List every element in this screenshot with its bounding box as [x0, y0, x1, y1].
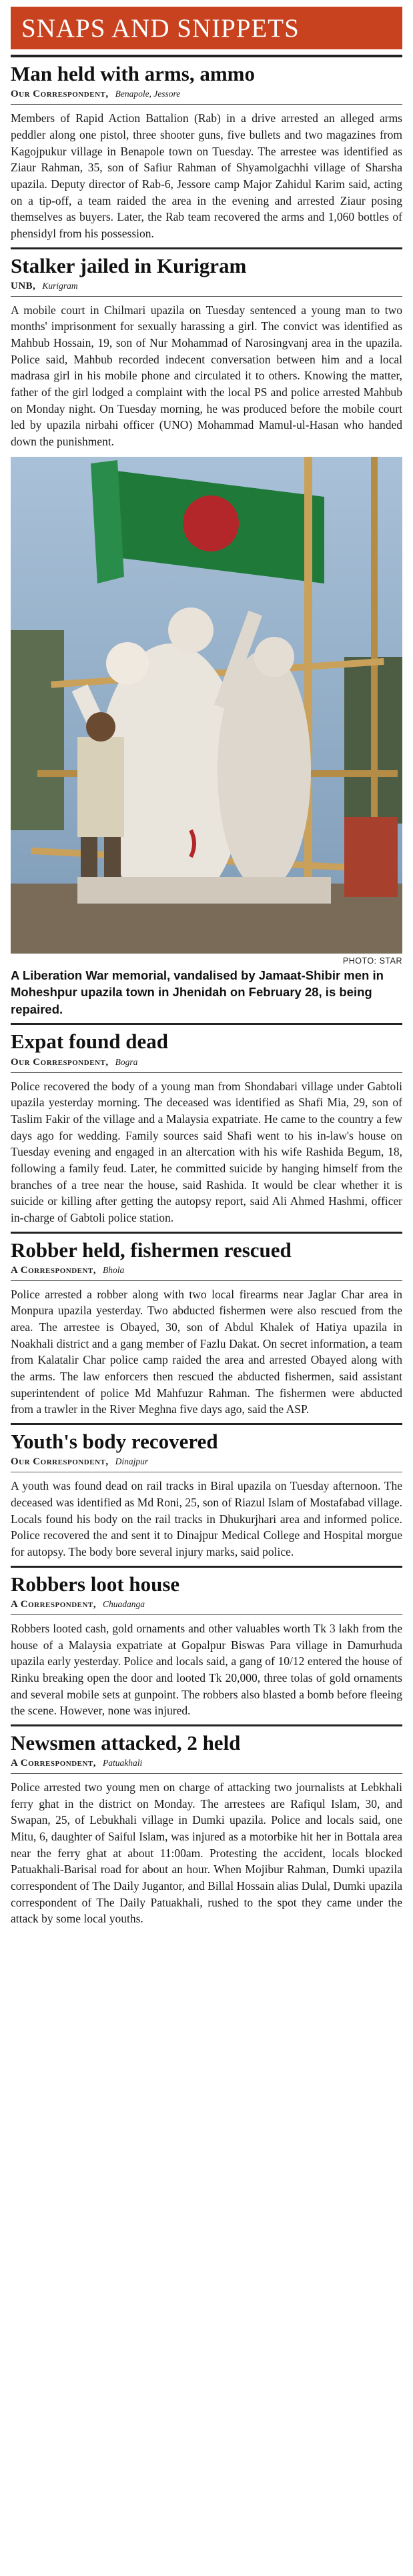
story-divider — [11, 1423, 402, 1425]
byline-place: Dinajpur — [115, 1456, 149, 1467]
story-divider — [11, 1724, 402, 1726]
byline-rule — [11, 1280, 402, 1281]
story-robber-held — [11, 1238, 402, 1418]
story-body: A mobile court in Chilmari upazila on Tuesday sentenced a young man to two months' imprisonment for sexually harassing a girl. The convict was identified as Mahbub Hossain, 19, son of Nur Mohammad of Narosingvanj area in the upazila. Police said, Mahbub recorded indecent conversation between him and a local madrasa girl in his mobile phone and circulated it to others. Knowing the matter, father of the girl lodged a complaint with the local PS and police arrested Mahbub on Monday night. On Tuesday morning, he was produced before the mobile court led by upazila nirbahi officer (UNO) Mohammad Mamul-ul-Hasan who handed down the punishment. — [11, 303, 402, 449]
byline-place: Chuadanga — [103, 1598, 145, 1609]
byline-source: Our Correspondent, — [11, 1056, 109, 1068]
story-body: Members of Rapid Action Battalion (Rab) in a drive arrested an alleged arms peddler along one pistol, three shooter guns, five bullets and two magazines from Kagojpukur village in Benapole town on Tuesday. The arrestee was identified as Ziaur Rahman, 35, son of Safiur Rahman of Shyamolgachhi village of Sharsha upazila. Deputy director of Rab-6, Jessore camp Major Zahidul Karim said, acting on a tip-off, a team raided the area in the evening and arrested Ziaur posing themselves as buyers. Later, the Rab team recovered the arms and 1,060 bottles of phensidyl from his possession. — [11, 111, 402, 240]
section-banner — [11, 7, 402, 49]
byline-rule — [11, 1614, 402, 1615]
byline — [11, 281, 402, 292]
story-headline: Stalker jailed in Kurigram — [11, 253, 247, 277]
story-headline: Robbers loot house — [11, 1572, 180, 1596]
story-headline: Newsmen attacked, 2 held — [11, 1730, 241, 1754]
story-youth-body — [11, 1429, 402, 1560]
byline — [11, 1599, 402, 1610]
story-headline: Expat found dead — [11, 1030, 169, 1054]
byline-source: A Correspondent, — [11, 1598, 97, 1610]
story-stalker-jailed — [11, 253, 402, 450]
story-headline: Robber held, fishermen rescued — [11, 1238, 292, 1262]
story-divider — [11, 247, 402, 249]
section-title: SNAPS AND SNIPPETS — [21, 13, 300, 43]
byline-rule — [11, 1773, 402, 1774]
byline — [11, 1456, 402, 1468]
byline-source: Our Correspondent, — [11, 1456, 109, 1468]
story-body: Police arrested a robber along with two local firearms near Jaglar Char area in Monpura upazila yesterday. Two abducted fishermen were also rescued from the area. The arrestee is Obayed, 30, son of Abdul Khalek of Hatiya upazila in Noakhali district and a gang member of Fazlu Dakat. On secret information, a team from Kalatalir Char police camp raided the area and arrested Obayed along with the arms. The law enforcers then rescued the abducted fishermen, said assistant superintendent of police Md Mahfuzur Rahman. The fishermen were abducted from a trawler in the River Meghna five days ago, said the ASP. — [11, 1287, 402, 1416]
byline-place: Benapole, Jessore — [115, 89, 181, 99]
photo-credit: PHOTO: STAR — [342, 956, 402, 966]
story-arms-ammo — [11, 61, 402, 242]
memorial-illustration — [11, 457, 402, 954]
story-newsmen-attacked — [11, 1730, 402, 1927]
story-divider — [11, 1566, 402, 1568]
story-expat-found-dead — [11, 1029, 402, 1226]
byline-place: Kurigram — [42, 280, 78, 291]
byline-source: UNB, — [11, 280, 36, 291]
byline — [11, 1265, 402, 1276]
byline-place: Bhola — [103, 1264, 125, 1275]
story-body: Police recovered the body of a young man from Shondabari village under Gabtoli upazila yesterday morning. The deceased was identified as Shafi Mia, 29, son of Taslim Fakir of the village and a Malaysia expatriate. He came to the country a few days ago for wedding. Family sources said Shafi went to his in-law's house on Tuesday evening and engaged in an altercation with his wife Rashida Begum, 18, following a family feud. Later, he committed suicide by hanging himself from the branches of a tree near the house, said Rashida. It would be clear whether it is suicide or killing after getting the autopsy report, said Ali Ahmed Hashmi, officer in-charge of Gabtoli police station. — [11, 1079, 402, 1224]
story-body: Robbers looted cash, gold ornaments and other valuables worth Tk 3 lakh from the house of a Malaysia expatriate at Gopalpur Biswas Para village in Damurhuda upazila early yesterday. Police and locals said, a gang of 10/12 entered the house of Rinku breaking open the door and looted Tk 20,000, three tolas of gold ornaments and several mobile sets at gunpoint. The robbers also blasted a bomb before fleeing the scene. However, none was injured. — [11, 1621, 402, 1718]
banner-rule — [11, 55, 402, 57]
photo-caption: A Liberation War memorial, vandalised by Jamaat-Shibir men in Moheshpur upazila town in Jhenidah on February 28, is being repaired. — [11, 968, 384, 1016]
byline-source: A Correspondent, — [11, 1264, 97, 1276]
story-body: A youth was found dead on rail tracks in Biral upazila on Tuesday afternoon. The deceased was identified as Md Roni, 25, son of Riazul Islam of Mostafabad village. Locals found his body on the rail tracks in Dhukurjhari area and informed police. Police recovered the and sent it to Dinajpur Medical College and Hospital morgue for autopsy. The body bore several injury marks, said police. — [11, 1479, 402, 1559]
story-divider — [11, 1232, 402, 1234]
byline-place: Bogra — [115, 1056, 138, 1067]
byline-rule — [11, 296, 402, 297]
byline-source: A Correspondent, — [11, 1758, 97, 1769]
byline-rule — [11, 104, 402, 105]
byline — [11, 1758, 402, 1769]
memorial-photo — [11, 457, 402, 954]
story-body: Police arrested two young men on charge of attacking two journalists at Lebkhali ferry ghat in the district on Monday. The arrestees are Rafiqul Islam, 30, and Swapan, 25, of Lebukhali village in Dumki upazila. Police and locals said, one Mitu, 6, daughter of Saiful Islam, was injured as a motorbike hit her in Bottala area near the ferry ghat at about 11:00am. Protesting the accident, locals blocked Patuakhali-Barisal road for about an hour. When Mojibur Rahman, Dumki upazila correspondent of The Daily Jugantor, and Billal Hossain alias Dulal, Dumki upazila correspondent of The Daily Patuakhali, rushed to the spot they came under the attack by some local youths. — [11, 1780, 402, 1926]
story-divider — [11, 1023, 402, 1025]
story-robbers-loot — [11, 1572, 402, 1719]
byline-source: Our Correspondent, — [11, 89, 109, 100]
byline-place: Patuakhali — [103, 1758, 143, 1768]
byline — [11, 1057, 402, 1068]
byline-rule — [11, 1072, 402, 1073]
byline — [11, 89, 402, 100]
story-headline: Man held with arms, ammo — [11, 62, 255, 85]
story-headline: Youth's body recovered — [11, 1430, 218, 1454]
